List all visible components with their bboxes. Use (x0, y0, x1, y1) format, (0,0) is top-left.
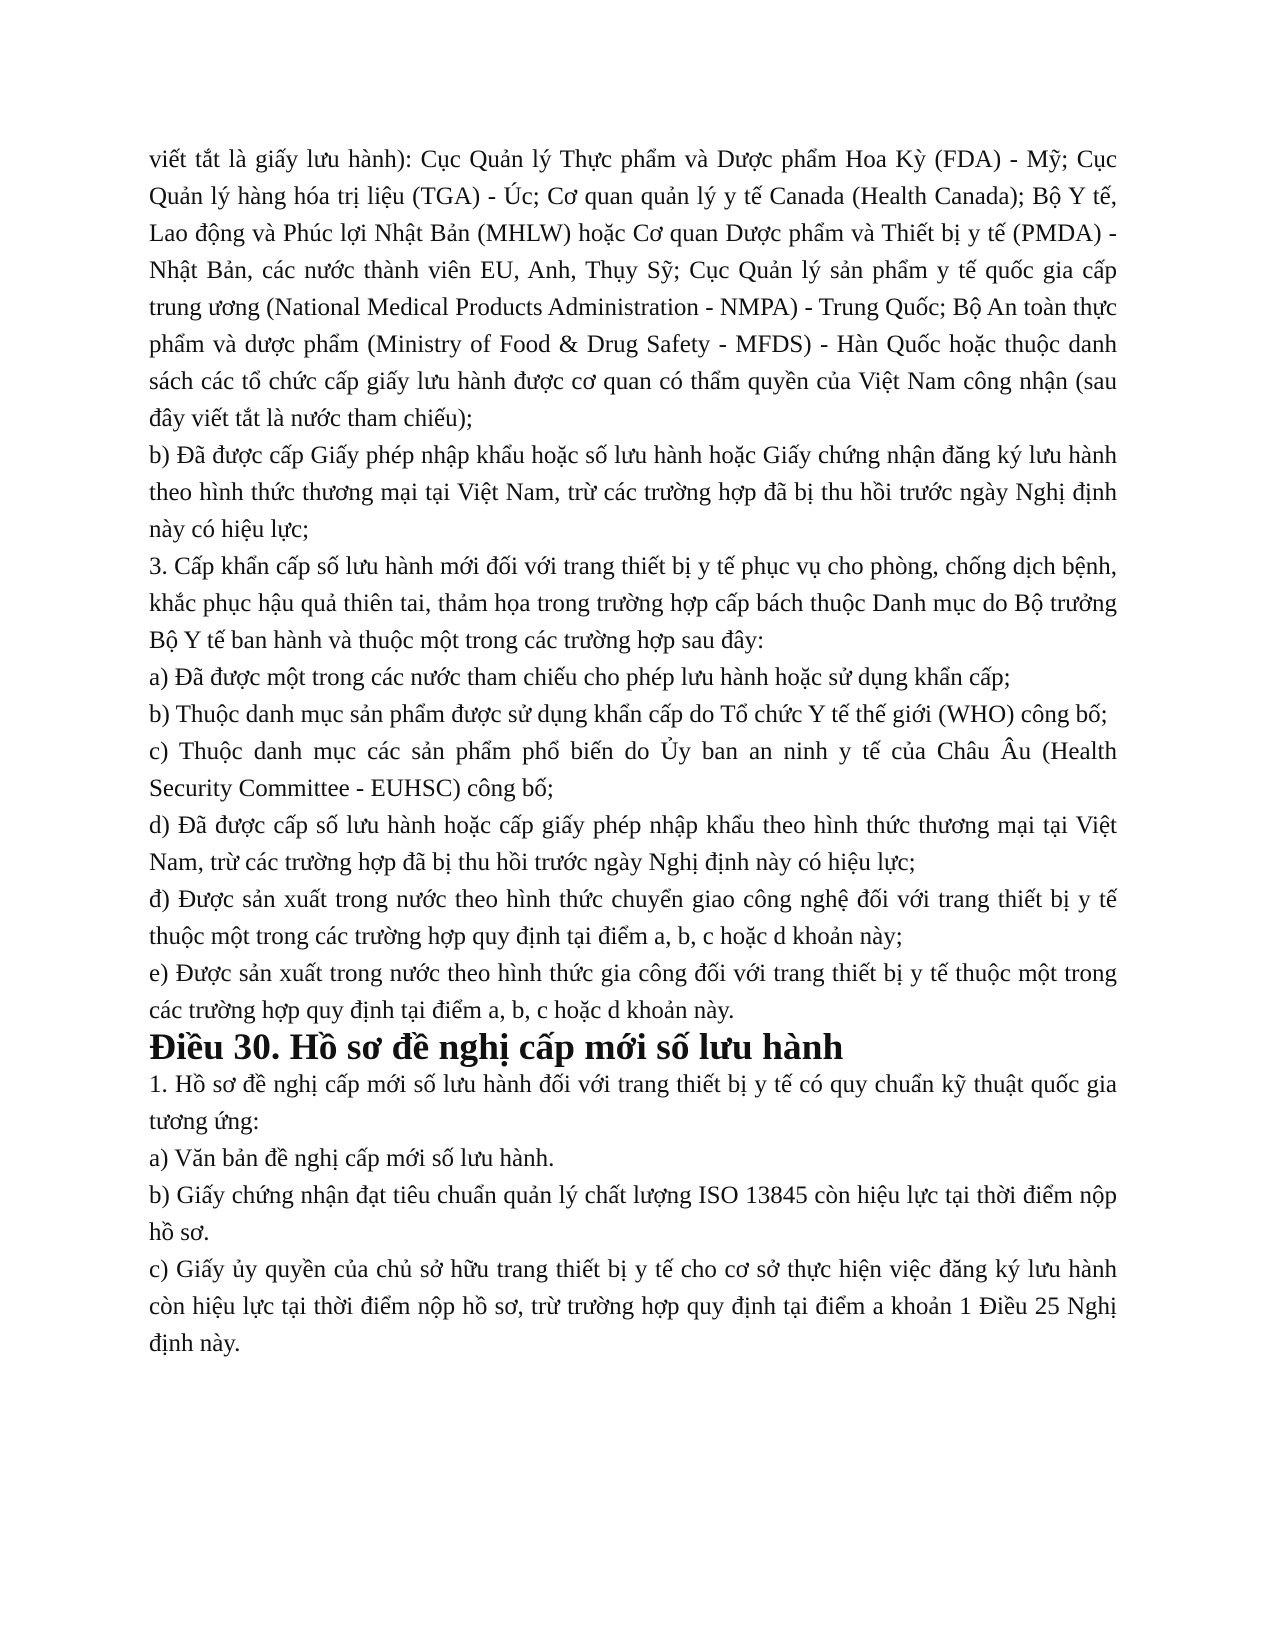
paragraph-point-e-processing: e) Được sản xuất trong nước theo hình thức gia công đối với trang thiết bị y tế thuộc một trong các trường hợp quy định tại điểm a, b, c hoặc d khoản này. (149, 960, 1117, 1024)
paragraph-clause-1-dossier: 1. Hồ sơ đề nghị cấp mới số lưu hành đối với trang thiết bị y tế có quy chuẩn kỹ thuật quốc gia tương ứng: (149, 1071, 1117, 1135)
paragraph-clause-3-emergency: 3. Cấp khẩn cấp số lưu hành mới đối với trang thiết bị y tế phục vụ cho phòng, chống dịch bệnh, khắc phục hậu quả thiên tai, thảm họa trong trường hợp cấp bách thuộc Danh mục do Bộ trưởng Bộ Y tế ban hành và thuộc một trong các trường hợp sau đây: (149, 553, 1117, 654)
document-page (149, 141, 1117, 1362)
paragraph-point-b-import-license: b) Đã được cấp Giấy phép nhập khẩu hoặc số lưu hành hoặc Giấy chứng nhận đăng ký lưu hành theo hình thức thương mại tại Việt Nam, trừ các trường hợp đã bị thu hồi trước ngày Nghị định này có hiệu lực; (149, 442, 1117, 543)
paragraph-point-a-reference: a) Đã được một trong các nước tham chiếu cho phép lưu hành hoặc sử dụng khẩn cấp; (149, 664, 1011, 691)
paragraph-point-c-euhsc: c) Thuộc danh mục các sản phẩm phổ biến do Ủy ban an ninh y tế của Châu Âu (Health Security Committee - EUHSC) công bố; (149, 738, 1117, 802)
paragraph-point-b-iso: b) Giấy chứng nhận đạt tiêu chuẩn quản lý chất lượng ISO 13845 còn hiệu lực tại thời điểm nộp hồ sơ. (149, 1182, 1117, 1246)
paragraph-point-b-who: b) Thuộc danh mục sản phẩm được sử dụng khẩn cấp do Tổ chức Y tế thế giới (WHO) công bố; (149, 701, 1108, 728)
paragraph-point-dd-technology-transfer: đ) Được sản xuất trong nước theo hình thức chuyển giao công nghệ đối với trang thiết bị y tế thuộc một trong các trường hợp quy định tại điểm a, b, c hoặc d khoản này; (149, 886, 1117, 950)
paragraph-reference-countries: viết tắt là giấy lưu hành): Cục Quản lý Thực phẩm và Dược phẩm Hoa Kỳ (FDA) - Mỹ; Cục Quản lý hàng hóa trị liệu (TGA) - Úc; Cơ quan quản lý y tế Canada (Health Canada); Bộ Y tế, Lao động và Phúc lợi Nhật Bản (MHLW) hoặc Cơ quan Dược phẩm và Thiết bị y tế (PMDA) - Nhật Bản, các nước thành viên EU, Anh, Thụy Sỹ; Cục Quản lý sản phẩm y tế quốc gia cấp trung ương (National Medical Products Administration - NMPA) - Trung Quốc; Bộ An toàn thực phẩm và dược phẩm (Ministry of Food & Drug Safety - MFDS) - Hàn Quốc hoặc thuộc danh sách các tổ chức cấp giấy lưu hành được cơ quan có thẩm quyền của Việt Nam công nhận (sau đây viết tắt là nước tham chiếu); (149, 146, 1117, 432)
article-30-heading: Điều 30. Hồ sơ đề nghị cấp mới số lưu hành (149, 1027, 844, 1068)
paragraph-point-c-authorization: c) Giấy ủy quyền của chủ sở hữu trang thiết bị y tế cho cơ sở thực hiện việc đăng ký lưu hành còn hiệu lực tại thời điểm nộp hồ sơ, trừ trường hợp quy định tại điểm a khoản 1 Điều 25 Nghị định này. (149, 1256, 1117, 1357)
paragraph-point-d-commercial: d) Đã được cấp số lưu hành hoặc cấp giấy phép nhập khẩu theo hình thức thương mại tại Việt Nam, trừ các trường hợp đã bị thu hồi trước ngày Nghị định này có hiệu lực; (149, 812, 1117, 876)
paragraph-point-a-request: a) Văn bản đề nghị cấp mới số lưu hành. (149, 1145, 555, 1172)
